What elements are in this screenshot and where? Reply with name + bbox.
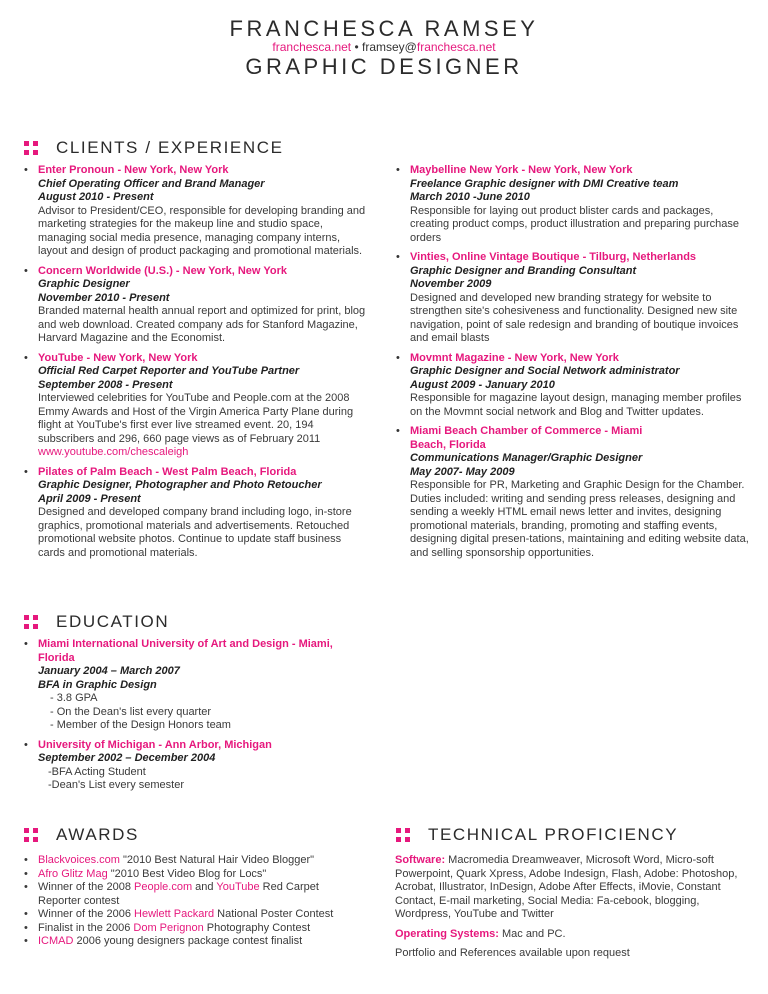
award-item: • ICMAD 2006 young designers package contest finalist — [22, 935, 362, 949]
experience-item — [394, 352, 750, 420]
education-item — [22, 638, 362, 733]
software-skills: Software: Macromedia Dreamweaver, Microsoft Word, Micro-soft Powerpoint, Quark Xpress, Adobe Indesign, Flash, Adobe: Photoshop, Acrobat, Illustrator, InDesign, Adobe After Effects, iMovie, Constant Contact, E-mail marketing, Social Media: Fa-cebook, blogging, Wordpress, YouTube and Twitter — [395, 854, 738, 920]
experience-item — [394, 251, 750, 346]
email-link[interactable]: framsey@franchesca.net — [362, 40, 496, 54]
section-title: AWARDS — [56, 825, 139, 844]
award-item: • Afro Glitz Mag "2010 Best Video Blog for Locs" — [22, 868, 362, 882]
website-link[interactable]: franchesca.net — [272, 40, 352, 54]
description: Responsible for PR, Marketing and Graphic Design for the Chamber. Duties included: writing and sending press releases, designing and sending a weekly HTML email news letter and invites, designing promotional materials, branding, promoting and staffing events, designing digital presen-tations, maintaining and editing website data, and selling sponsorship opportunities. — [410, 479, 749, 559]
award-link[interactable]: ICMAD — [38, 935, 74, 947]
degree: BFA in Graphic Design — [38, 678, 157, 691]
role: Official Red Carpet Reporter and YouTube Partner — [38, 365, 300, 377]
youtube-channel-link[interactable]: www.youtube.com/chescaleigh — [38, 446, 189, 458]
school: • Miami International University of Art and Design - Miami, Florida — [38, 638, 333, 664]
os-label: Operating Systems: — [395, 927, 499, 940]
os-skills: Operating Systems: Mac and PC. — [395, 927, 566, 940]
note: - On the Dean's list every quarter — [50, 705, 212, 718]
dates: November 2010 - Present — [38, 291, 170, 304]
award-link[interactable]: Afro Glitz Mag — [38, 867, 108, 880]
experience-item — [22, 164, 370, 259]
note: - Member of the Design Honors team — [50, 719, 231, 731]
role: Freelance Graphic designer with DMI Creative team — [410, 177, 679, 190]
dates: November 2009 — [410, 278, 492, 290]
note: -BFA Acting Student — [48, 765, 146, 778]
experience-left-column — [22, 164, 370, 566]
award-item: • Winner of the 2006 Hewlett Packard National Poster Contest — [22, 908, 362, 922]
award-link[interactable]: Dom Perignon — [133, 921, 204, 934]
experience-item — [22, 466, 370, 561]
squares-icon — [24, 828, 38, 842]
employer: • Concern Worldwide (U.S.) - New York, New York — [38, 264, 287, 277]
contact-separator: • — [351, 40, 362, 54]
description: Interviewed celebrities for YouTube and People.com at the 2008 Emmy Awards and Host of the Virgin America Party Plane during flight at YouTube's first ever live streamed event. 20, 194 subscribers and 296, 660 page views as of February 2011 www.youtube.com/chescaleigh — [38, 392, 354, 458]
dates: September 2008 - Present — [38, 378, 173, 391]
software-label: Software: — [395, 854, 446, 866]
award-item: • Finalist in the 2006 Dom Perignon Photography Contest — [22, 922, 362, 936]
section-title: EDUCATION — [56, 612, 170, 631]
education-item — [22, 739, 362, 793]
section-clients — [24, 138, 284, 158]
awards-list — [22, 854, 362, 949]
award-link[interactable]: Hewlett Packard — [134, 908, 215, 920]
employer: • Movmnt Magazine - New York, New York — [410, 351, 619, 364]
squares-icon — [396, 828, 410, 842]
portfolio-note: Portfolio and References available upon request — [395, 947, 630, 959]
experience-item — [394, 164, 750, 245]
description: Designed and developed new branding strategy for website to strengthen site's cohesiveness and functionality. Designed new site navigation, point of sale redesign and branding of boutique invoices and email blasts — [410, 291, 739, 344]
education-column — [22, 638, 362, 799]
description: Designed and developed company brand including logo, in-store graphics, promotional materials and advertisements. Retouched promotional website photos. Continue to update staff business cards and promotional materials. — [38, 506, 352, 559]
education-notes — [38, 766, 362, 793]
experience-right-column — [394, 164, 750, 566]
education-notes — [38, 692, 362, 733]
dates: March 2010 -June 2010 — [410, 191, 530, 203]
role: Graphic Designer, Photographer and Photo Retoucher — [38, 479, 322, 491]
dates: January 2004 – March 2007 — [38, 665, 180, 677]
contact-line — [0, 40, 768, 54]
dates: April 2009 - Present — [38, 492, 141, 505]
note: - 3.8 GPA — [50, 692, 98, 704]
resume-name: FRANCHESCA RAMSEY — [229, 16, 539, 41]
employer: • Maybelline New York - New York, New York — [410, 164, 633, 176]
description: Responsible for laying out product blister cards and packages, creating product comps, product illustration and preparing purchase orders — [410, 204, 739, 244]
dates: August 2010 - Present — [38, 191, 154, 203]
note: -Dean's List every semester — [48, 779, 184, 791]
employer: • Vinties, Online Vintage Boutique - Tilburg, Netherlands — [410, 251, 697, 263]
description: Branded maternal health annual report and optimized for print, blog and web download. Created company ads for Stanford Magazine, Harvard Magazine and the Economist. — [38, 305, 366, 344]
dates: September 2002 – December 2004 — [38, 752, 216, 764]
employer: • YouTube - New York, New York — [38, 351, 198, 364]
technical-column — [395, 854, 745, 967]
dates: August 2009 - January 2010 — [410, 378, 555, 391]
experience-item — [22, 352, 370, 460]
experience-item — [22, 265, 370, 346]
role: Graphic Designer — [38, 278, 130, 290]
squares-icon — [24, 615, 38, 629]
role: Chief Operating Officer and Brand Manager — [38, 177, 265, 190]
award-link[interactable]: YouTube — [216, 881, 260, 893]
award-link[interactable]: People.com — [134, 881, 193, 893]
award-item: • Blackvoices.com "2010 Best Natural Hair Video Blogger" — [22, 854, 362, 868]
school: • University of Michigan - Ann Arbor, Michigan — [38, 738, 272, 751]
section-title: CLIENTS / EXPERIENCE — [56, 138, 284, 157]
dates: May 2007- May 2009 — [410, 465, 515, 478]
description: Responsible for magazine layout design, managing member profiles on the Movmnt social network and Blog and Twitter updates. — [410, 392, 742, 418]
section-education — [24, 612, 169, 632]
section-technical — [396, 825, 678, 845]
job-title: GRAPHIC DESIGNER — [245, 54, 523, 79]
role: Communications Manager/Graphic Designer — [410, 452, 643, 464]
employer: • Enter Pronoun - New York, New York — [38, 164, 229, 176]
role: Graphic Designer and Branding Consultant — [410, 264, 637, 277]
experience-item — [394, 425, 750, 560]
award-item: • Winner of the 2008 People.com and YouTube Red Carpet Reporter contest — [22, 881, 362, 908]
squares-icon — [24, 141, 38, 155]
role: Graphic Designer and Social Network administrator — [410, 365, 680, 377]
award-link[interactable]: Blackvoices.com — [38, 854, 120, 866]
section-title: TECHNICAL PROFICIENCY — [428, 825, 679, 844]
employer: • Pilates of Palm Beach - West Palm Beach, Florida — [38, 465, 297, 478]
employer: • Miami Beach Chamber of Commerce - Miami Beach, Florida — [410, 425, 643, 451]
description: Advisor to President/CEO, responsible for developing branding and marketing strategies for the makeup line and studio space, managing social media presence, managing company interns, layout and design of product packaging and promotional materials. — [38, 204, 366, 257]
section-awards — [24, 825, 139, 845]
